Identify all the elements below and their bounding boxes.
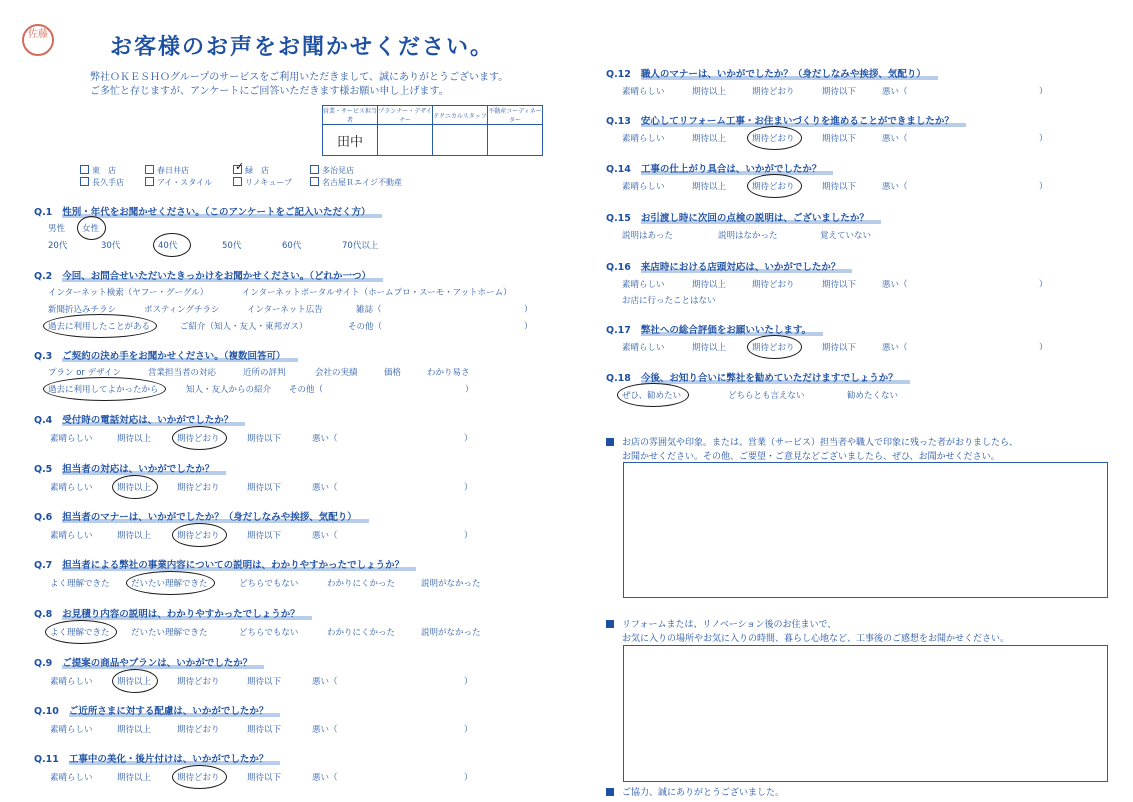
question-text: 今後、お知り合いに弊社を勧めていただけますでしょうか？ <box>641 373 910 384</box>
answer-option[interactable]: 期待どおり <box>177 773 220 783</box>
answer-paren-close: ） <box>465 385 474 395</box>
answer-option[interactable]: だいたい理解できた <box>131 579 208 589</box>
answer-circle-mark <box>45 620 117 644</box>
answer-option[interactable]: 期待以下 <box>822 280 857 290</box>
answer-option[interactable]: 悪い（ <box>882 134 908 144</box>
answer-option[interactable]: 期待どおり <box>752 343 795 353</box>
answer-option[interactable]: 期待以上 <box>117 725 152 735</box>
question-heading <box>606 66 938 80</box>
store-option[interactable]: 名古屋Ｒエイジ不動産 <box>310 177 402 188</box>
question-heading <box>34 348 298 362</box>
question-text: ご契約の決め手をお聞かせください。（複数回答可） <box>62 351 297 362</box>
question-text: お見積り内容の説明は、わかりやすかったでしょうか？ <box>62 609 312 620</box>
answer-option[interactable]: よく理解できた <box>50 628 110 638</box>
answer-option[interactable]: 説明がなかった <box>421 628 481 638</box>
answer-circle-mark <box>153 233 191 257</box>
answer-paren-close: ） <box>464 531 473 541</box>
answer-paren-close: ） <box>1039 343 1048 353</box>
answer-option[interactable]: どちらでもない <box>239 579 299 589</box>
answer-option[interactable]: 悪い（ <box>312 725 338 735</box>
staff-table <box>322 105 543 156</box>
store-option[interactable]: 春日井店 <box>145 165 189 176</box>
name-seal-stamp: 佐藤 <box>22 24 54 56</box>
square-bullet-icon <box>606 620 614 628</box>
answer-option[interactable]: 営業担当者の対応 <box>148 368 217 378</box>
answer-option[interactable]: 悪い（ <box>312 773 338 783</box>
answer-option[interactable]: 雑誌（ <box>356 305 382 315</box>
question-heading <box>34 703 280 717</box>
answer-paren-close: ） <box>1039 87 1048 97</box>
square-bullet-icon <box>606 788 614 796</box>
answer-option[interactable]: 説明はあった <box>622 231 673 241</box>
answer-option[interactable]: 期待以上 <box>117 434 152 444</box>
question-text: 受付時の電話対応は、いかがでしたか？ <box>62 415 245 426</box>
comment-box-impressions[interactable] <box>623 462 1108 598</box>
answer-option[interactable]: ぜひ、勧めたい <box>622 391 682 401</box>
store-option[interactable]: 東 店 <box>80 165 116 176</box>
checkbox-checked-icon[interactable]: ✓ <box>235 160 245 173</box>
store-option[interactable]: 多治見店 <box>310 165 354 176</box>
staff-sales-name[interactable]: 田中 <box>323 125 378 156</box>
answer-option[interactable]: 会社の実績 <box>315 368 358 378</box>
answer-circle-mark <box>172 523 227 547</box>
question-heading <box>34 655 264 669</box>
question-number: Q.6 <box>34 512 53 523</box>
answer-circle-mark <box>172 426 227 450</box>
answer-option[interactable]: 期待どおり <box>752 280 795 290</box>
question-number: Q.2 <box>34 271 53 282</box>
intro-line-1: 弊社ＯＫＥＳＨＯグループのサービスをご利用いただきまして、誠にありがとうございます。 <box>90 72 509 83</box>
question-text: 担当者のマナーは、いかがでしたか？（身だしなみや挨拶、気配り） <box>62 512 369 523</box>
question-heading <box>606 161 833 175</box>
answer-paren-close: ） <box>464 773 473 783</box>
answer-option[interactable]: 素晴らしい <box>622 343 665 353</box>
answer-option[interactable]: 悪い（ <box>312 531 338 541</box>
answer-option[interactable]: 期待以下 <box>822 87 857 97</box>
staff-header-realestate: 不動産コーディネーター <box>488 106 543 125</box>
answer-option[interactable]: 悪い（ <box>882 87 908 97</box>
survey-title: お客様のお声をお聞かせください。 <box>110 35 495 60</box>
store-option[interactable]: アイ・スタイル <box>145 177 212 188</box>
checkbox-icon[interactable] <box>310 177 319 186</box>
answer-option[interactable]: 期待以上 <box>117 483 152 493</box>
question-heading <box>34 268 383 282</box>
answer-paren-close: ） <box>464 677 473 687</box>
answer-option[interactable]: 素晴らしい <box>50 434 93 444</box>
answer-option[interactable]: 期待以上 <box>692 134 727 144</box>
question-heading <box>34 509 369 523</box>
answer-option[interactable]: インターネットポータルサイト（ホームプロ・スーモ・アットホーム） <box>242 288 512 298</box>
checkbox-icon[interactable] <box>145 165 154 174</box>
answer-option[interactable]: 悪い（ <box>882 280 908 290</box>
answer-option[interactable]: わかりにくかった <box>327 579 396 589</box>
answer-circle-mark <box>43 377 166 401</box>
question-number: Q.13 <box>606 116 631 127</box>
answer-option[interactable]: 期待以上 <box>692 182 727 192</box>
answer-option[interactable]: 新聞折込みチラシ <box>48 305 117 315</box>
answer-option[interactable]: その他（ <box>348 322 383 332</box>
checkbox-icon[interactable] <box>145 177 154 186</box>
question-number: Q.15 <box>606 213 631 224</box>
answer-option[interactable]: 期待どおり <box>177 725 220 735</box>
question-number: Q.11 <box>34 754 59 765</box>
answer-option[interactable]: 期待以下 <box>247 483 282 493</box>
answer-circle-mark <box>172 765 227 789</box>
question-heading <box>606 210 881 224</box>
answer-option[interactable]: 過去に利用してよかったから <box>48 385 159 395</box>
question-heading <box>34 461 226 475</box>
answer-option[interactable]: 期待以上 <box>692 280 727 290</box>
question-text: 職人のマナーは、いかがでしたか？（身だしなみや挨拶、気配り） <box>641 69 938 80</box>
answer-option[interactable]: 40代 <box>158 241 178 251</box>
question-number: Q.4 <box>34 415 53 426</box>
answer-option[interactable]: 悪い（ <box>312 677 338 687</box>
answer-option[interactable]: 期待以下 <box>822 134 857 144</box>
answer-option[interactable]: 期待以下 <box>822 182 857 192</box>
answer-option[interactable]: 70代以上 <box>342 241 379 251</box>
answer-option[interactable]: どちらとも言えない <box>728 391 805 401</box>
answer-option[interactable]: 説明がなかった <box>421 579 481 589</box>
question-number: Q.9 <box>34 658 53 669</box>
answer-option[interactable]: 素晴らしい <box>50 531 93 541</box>
answer-option[interactable]: 60代 <box>282 241 302 251</box>
answer-circle-mark <box>126 571 215 595</box>
store-option[interactable]: リノキューブ <box>233 177 292 188</box>
answer-option[interactable]: 素晴らしい <box>622 280 665 290</box>
answer-option[interactable]: だいたい理解できた <box>131 628 208 638</box>
question-number: Q.5 <box>34 464 53 475</box>
answer-option[interactable]: 悪い（ <box>312 483 338 493</box>
answer-option[interactable]: 期待どおり <box>177 434 220 444</box>
answer-circle-mark <box>77 216 106 240</box>
answer-option[interactable]: 期待以上 <box>692 343 727 353</box>
answer-paren-close: ） <box>1039 280 1048 290</box>
answer-circle-mark <box>747 335 802 359</box>
store-option-checked[interactable]: ✓ 緑 店 <box>235 160 269 175</box>
answer-option[interactable]: 50代 <box>222 241 242 251</box>
answer-option[interactable]: 期待以上 <box>692 87 727 97</box>
answer-option[interactable]: 期待以上 <box>117 773 152 783</box>
answer-option[interactable]: 期待以下 <box>247 725 282 735</box>
answer-option[interactable]: 覚えていない <box>820 231 872 241</box>
question-heading <box>34 412 245 426</box>
answer-circle-mark <box>112 475 158 499</box>
answer-option[interactable]: ご紹介（知人・友人・東邦ガス） <box>180 322 308 332</box>
question-number: Q.7 <box>34 560 53 571</box>
answer-paren-close: ） <box>464 483 473 493</box>
question-text: 工事の仕上がり具合は、いかがでしたか？ <box>641 164 834 175</box>
staff-planner-name[interactable] <box>378 125 433 156</box>
staff-technical-name[interactable] <box>433 125 488 156</box>
answer-option[interactable]: 期待以上 <box>117 531 152 541</box>
answer-option[interactable]: インターネット広告 <box>247 305 323 315</box>
question-heading <box>34 606 312 620</box>
answer-option[interactable]: 素晴らしい <box>50 773 93 783</box>
checkbox-icon[interactable] <box>80 177 89 186</box>
answer-option[interactable]: 近所の評判 <box>243 368 286 378</box>
question-text: 担当者の対応は、いかがでしたか？ <box>62 464 226 475</box>
answer-option[interactable]: 素晴らしい <box>50 677 93 687</box>
question-heading <box>606 259 852 273</box>
question-text: お引渡し時に次回の点検の説明は、ございましたか？ <box>641 213 881 224</box>
question-text: 弊社への総合評価をお願いいたします。 <box>641 325 823 336</box>
answer-option[interactable]: その他（ <box>289 385 324 395</box>
question-number: Q.10 <box>34 706 59 717</box>
answer-option[interactable]: 悪い（ <box>882 343 908 353</box>
question-heading <box>34 751 280 765</box>
answer-paren-close: ） <box>464 725 473 735</box>
staff-header-sales: 営業・サービス担当者 <box>323 106 378 125</box>
answer-option[interactable]: 期待以下 <box>247 677 282 687</box>
answer-option[interactable]: 30代 <box>101 241 121 251</box>
question-number: Q.14 <box>606 164 631 175</box>
answer-option[interactable]: 素晴らしい <box>50 725 93 735</box>
question-text: ご近所さまに対する配慮は、いかがでしたか？ <box>69 706 281 717</box>
answer-option[interactable]: 期待どおり <box>752 134 795 144</box>
answer-option[interactable]: プラン or デザイン <box>48 368 122 378</box>
answer-option[interactable]: よく理解できた <box>50 579 110 589</box>
intro-line-2: ご多忙と存じますが、アンケートにご回答いただきます様お願い申し上げます。 <box>90 86 449 97</box>
answer-paren-close: ） <box>524 322 533 332</box>
answer-option[interactable]: インターネット検索（ヤフー・グーグル） <box>48 288 209 298</box>
store-option[interactable]: 長久手店 <box>80 177 124 188</box>
answer-option[interactable]: 期待どおり <box>177 483 220 493</box>
answer-option[interactable]: 期待どおり <box>177 677 220 687</box>
question-heading <box>606 113 966 127</box>
answer-option[interactable]: 期待どおり <box>177 531 220 541</box>
answer-option[interactable]: 期待以下 <box>822 343 857 353</box>
comment-prompt-after-construction: リフォームまたは、リノベーション後のお住まいで、 お気に入りの場所やお気に入りの時間、暮らし心地など、工事後のご感想をお聞かせください。 <box>606 618 1009 646</box>
answer-circle-mark <box>43 314 157 338</box>
answer-circle-mark <box>617 383 689 407</box>
question-text: 工事中の美化・後片付けは、いかがでしたか？ <box>69 754 281 765</box>
question-heading <box>34 557 416 571</box>
answer-option[interactable]: 勧めたくない <box>847 391 899 401</box>
answer-option[interactable]: 期待以上 <box>117 677 152 687</box>
question-number: Q.16 <box>606 262 631 273</box>
answer-option[interactable]: ポスティングチラシ <box>144 305 220 315</box>
question-number: Q.17 <box>606 325 631 336</box>
answer-option[interactable]: お店に行ったことはない <box>622 296 716 306</box>
question-number: Q.18 <box>606 373 631 384</box>
answer-option[interactable]: 期待どおり <box>752 182 795 192</box>
question-number: Q.8 <box>34 609 53 620</box>
question-text: ご提案の商品やプランは、いかがでしたか？ <box>62 658 264 669</box>
answer-circle-mark <box>747 174 802 198</box>
question-text: 安心してリフォーム工事・お住まいづくりを進めることができましたか？ <box>641 116 966 127</box>
question-number: Q.3 <box>34 351 53 362</box>
thanks-message: ご協力、誠にありがとうございました。 <box>606 785 784 798</box>
checkbox-icon[interactable] <box>233 177 242 186</box>
answer-option[interactable]: 20代 <box>48 241 68 251</box>
comment-box-after-construction[interactable] <box>623 645 1108 782</box>
checkbox-icon[interactable] <box>310 165 319 174</box>
answer-option[interactable]: 期待どおり <box>752 87 795 97</box>
question-number: Q.12 <box>606 69 631 80</box>
answer-circle-mark <box>747 126 802 150</box>
answer-option[interactable]: 素晴らしい <box>50 483 93 493</box>
answer-option[interactable]: 知人・友人からの紹介 <box>186 385 272 395</box>
question-text: 来店時における店頭対応は、いかがでしたか？ <box>641 262 853 273</box>
answer-option[interactable]: わかり易さ <box>427 368 470 378</box>
staff-realestate-name[interactable] <box>488 125 543 156</box>
answer-option[interactable]: 素晴らしい <box>622 134 665 144</box>
answer-paren-close: ） <box>524 305 533 315</box>
question-number: Q.1 <box>34 207 53 218</box>
answer-option[interactable]: わかりにくかった <box>327 628 396 638</box>
staff-header-technical: テクニカルスタッフ <box>433 106 488 125</box>
answer-option[interactable]: 過去に利用したことがある <box>48 322 151 332</box>
answer-option[interactable]: 期待以下 <box>247 434 282 444</box>
staff-header-planner: プランナー・デザイナー <box>378 106 433 125</box>
answer-option[interactable]: 説明はなかった <box>718 231 778 241</box>
question-text: 性別・年代をお聞かせください。（このアンケートをご記入いただく方） <box>62 207 382 218</box>
question-text: 担当者による弊社の事業内容についての説明は、わかりやすかったでしょうか？ <box>62 560 416 571</box>
answer-option[interactable]: 価格 <box>384 368 402 378</box>
answer-option[interactable]: 悪い（ <box>312 434 338 444</box>
answer-option[interactable]: どちらでもない <box>239 628 299 638</box>
answer-option[interactable]: 男性 <box>48 224 66 234</box>
answer-option[interactable]: 素晴らしい <box>622 87 665 97</box>
answer-option[interactable]: 悪い（ <box>882 182 908 192</box>
checkbox-icon[interactable] <box>80 165 89 174</box>
answer-paren-close: ） <box>464 434 473 444</box>
question-heading <box>606 322 823 336</box>
answer-option[interactable]: 女性 <box>82 224 100 234</box>
comment-prompt-impressions: お店の雰囲気や印象。または、営業（サービス）担当者や職人で印象に残った者がおりましたら、 お聞かせください。その他、ご要望・ご意見などございましたら、ぜひ、お聞かせください。 <box>606 436 1018 464</box>
answer-option[interactable]: 素晴らしい <box>622 182 665 192</box>
question-heading <box>606 370 910 384</box>
answer-circle-mark <box>112 669 158 693</box>
answer-option[interactable]: 期待以下 <box>247 773 282 783</box>
answer-paren-close: ） <box>1039 134 1048 144</box>
question-text: 今回、お問合せいただいたきっかけをお聞かせください。（どれか一つ） <box>62 271 383 282</box>
answer-paren-close: ） <box>1039 182 1048 192</box>
answer-option[interactable]: 期待以下 <box>247 531 282 541</box>
square-bullet-icon <box>606 438 614 446</box>
